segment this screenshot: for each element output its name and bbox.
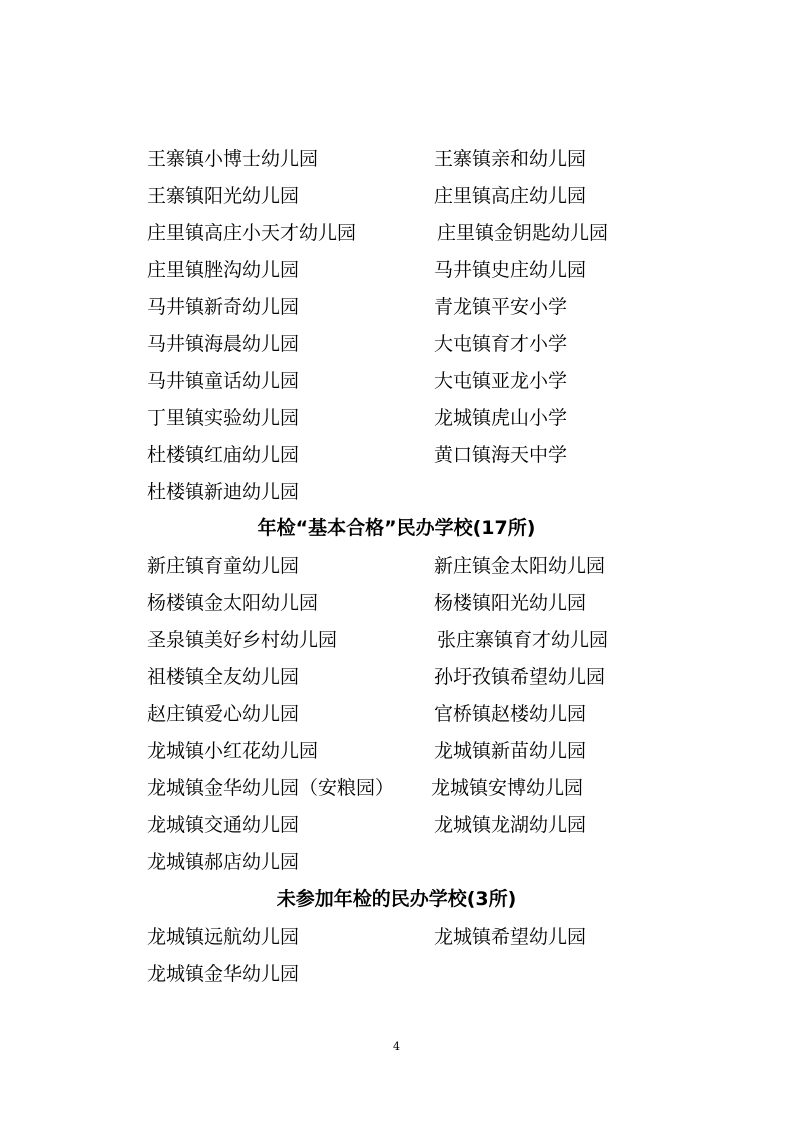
list-item [0,329,793,359]
school-name: 庄里镇金钥匙幼儿园 [437,222,609,244]
list-item [0,181,793,211]
list-item [0,922,793,952]
school-name: 杜楼镇红庙幼儿园 [147,444,300,466]
list-item [0,440,793,470]
list-item [0,959,793,989]
list-item [0,625,793,655]
school-name: 孙圩孜镇希望幼儿园 [434,666,606,688]
list-item [0,699,793,729]
list-item [0,810,793,840]
school-name: 大屯镇亚龙小学 [434,370,568,392]
school-name: 祖楼镇全友幼儿园 [147,666,300,688]
list-item [0,477,793,507]
school-name: 龙城镇希望幼儿园 [434,926,587,948]
school-name: 龙城镇远航幼儿园 [147,926,300,948]
list-item [0,551,793,581]
section-heading: 未参加年检的民办学校(3所) [276,888,517,910]
list-item [0,403,793,433]
school-name: 杨楼镇阳光幼儿园 [434,592,587,614]
list-item [0,773,793,803]
page-number: 4 [393,1040,400,1053]
list-item [0,292,793,322]
section-heading: 年检“基本合格”民办学校(17所) [257,517,536,539]
list-item [0,218,793,248]
school-name: 杜楼镇新迪幼儿园 [147,481,300,503]
list-item [0,366,793,396]
school-name: 圣泉镇美好乡村幼儿园 [147,629,338,651]
school-name: 青龙镇平安小学 [434,296,568,318]
school-name: 王寨镇小博士幼儿园 [147,148,319,170]
list-item [0,736,793,766]
school-name: 马井镇童话幼儿园 [147,370,300,392]
school-name: 龙城镇交通幼儿园 [147,814,300,836]
school-name: 官桥镇赵楼幼儿园 [434,703,587,725]
school-name: 龙城镇金华幼儿园（安粮园） [147,777,395,799]
school-name: 黄口镇海天中学 [434,444,568,466]
list-item [0,144,793,174]
list-item [0,588,793,618]
school-name: 龙城镇郝店幼儿园 [147,851,300,873]
school-name: 龙城镇金华幼儿园 [147,963,300,985]
school-name: 龙城镇小红花幼儿园 [147,740,319,762]
school-name: 龙城镇虎山小学 [434,407,568,429]
list-item [0,847,793,877]
school-name: 龙城镇龙湖幼儿园 [434,814,587,836]
school-name: 王寨镇阳光幼儿园 [147,185,300,207]
school-name: 赵庄镇爱心幼儿园 [147,703,300,725]
school-name: 庄里镇脞沟幼儿园 [147,259,300,281]
school-name: 庄里镇高庄小天才幼儿园 [147,222,357,244]
school-name: 马井镇史庄幼儿园 [434,259,587,281]
school-name: 龙城镇安博幼儿园 [431,777,584,799]
school-name: 杨楼镇金太阳幼儿园 [147,592,319,614]
school-name: 王寨镇亲和幼儿园 [434,148,587,170]
school-name: 龙城镇新苗幼儿园 [434,740,587,762]
school-name: 马井镇新奇幼儿园 [147,296,300,318]
school-name: 大屯镇育才小学 [434,333,568,355]
list-item [0,662,793,692]
school-name: 丁里镇实验幼儿园 [147,407,300,429]
school-name: 新庄镇金太阳幼儿园 [434,555,606,577]
school-name: 庄里镇高庄幼儿园 [434,185,587,207]
list-item [0,255,793,285]
school-name: 新庄镇育童幼儿园 [147,555,300,577]
school-name: 张庄寨镇育才幼儿园 [437,629,609,651]
school-name: 马井镇海晨幼儿园 [147,333,300,355]
